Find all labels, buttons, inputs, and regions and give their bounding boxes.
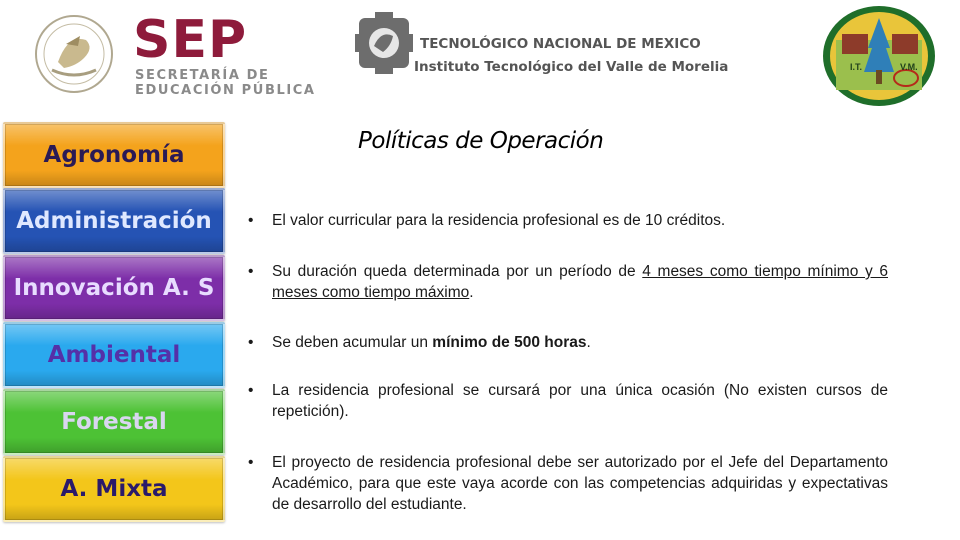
menu-item-forestal[interactable] bbox=[3, 389, 225, 455]
menu-item-label: A. Mixta bbox=[60, 476, 168, 502]
itvm-shield-logo-icon bbox=[820, 4, 938, 108]
sep-logo-text: SEP bbox=[133, 10, 248, 70]
menu-item-label: Agronomía bbox=[43, 142, 185, 168]
bullet-icon: • bbox=[248, 263, 254, 280]
itvm-logo-right-text: V.M. bbox=[900, 62, 918, 72]
itvm-logo-left-text: I.T. bbox=[850, 62, 863, 72]
text-segment: Su duración queda determinada por un período de bbox=[272, 263, 643, 280]
list-item bbox=[248, 380, 888, 422]
underlined-text: 4 meses como tiempo mínimo y 6 meses como tiempo máximo bbox=[272, 263, 888, 301]
bullet-icon: • bbox=[248, 334, 254, 351]
menu-item-agronomia[interactable] bbox=[3, 122, 225, 188]
bullet-icon: • bbox=[248, 454, 254, 471]
sep-subtitle-line1: SECRETARÍA DE bbox=[135, 68, 270, 83]
text-segment: . bbox=[469, 284, 474, 301]
sep-subtitle-line2: EDUCACIÓN PÚBLICA bbox=[135, 83, 316, 98]
bullet-icon: • bbox=[248, 212, 254, 229]
menu-item-administracion[interactable] bbox=[3, 188, 225, 254]
list-item bbox=[248, 210, 888, 231]
list-item bbox=[248, 452, 888, 515]
list-item bbox=[248, 332, 888, 353]
menu-item-innovacion[interactable] bbox=[3, 255, 225, 321]
tecnm-name: TECNOLÓGICO NACIONAL DE MEXICO bbox=[420, 36, 701, 52]
list-item-text bbox=[272, 261, 888, 303]
menu-item-label: Innovación A. S bbox=[13, 275, 215, 301]
institute-name: Instituto Tecnológico del Valle de Morelia bbox=[414, 59, 729, 75]
list-item-text: La residencia profesional se cursará por una única ocasión (No existen cursos de repetición). bbox=[272, 382, 888, 420]
menu-item-label: Ambiental bbox=[47, 342, 181, 368]
menu-item-mixta[interactable] bbox=[3, 456, 225, 522]
page-title: Políticas de Operación bbox=[358, 128, 604, 154]
mexico-coat-of-arms-icon bbox=[28, 14, 120, 94]
header bbox=[0, 0, 960, 110]
menu-item-ambiental[interactable] bbox=[3, 322, 225, 388]
menu-item-label: Administración bbox=[16, 208, 212, 234]
menu-item-label: Forestal bbox=[61, 409, 167, 435]
list-item-text: El valor curricular para la residencia profesional es de 10 créditos. bbox=[272, 212, 726, 229]
text-segment: . bbox=[586, 334, 591, 351]
list-item-text bbox=[272, 332, 888, 353]
text-segment: Se deben acumular un bbox=[272, 334, 433, 351]
list-item bbox=[248, 261, 888, 303]
list-item-text: El proyecto de residencia profesional debe ser autorizado por el Jefe del Departamento Académico, para que este vaya acorde con las competencias adquiridas y expectativas de desarrollo del estudiante. bbox=[272, 454, 888, 513]
bullet-icon: • bbox=[248, 382, 254, 399]
tecnm-gear-logo-icon bbox=[355, 12, 413, 74]
bold-text: mínimo de 500 horas bbox=[432, 334, 587, 351]
